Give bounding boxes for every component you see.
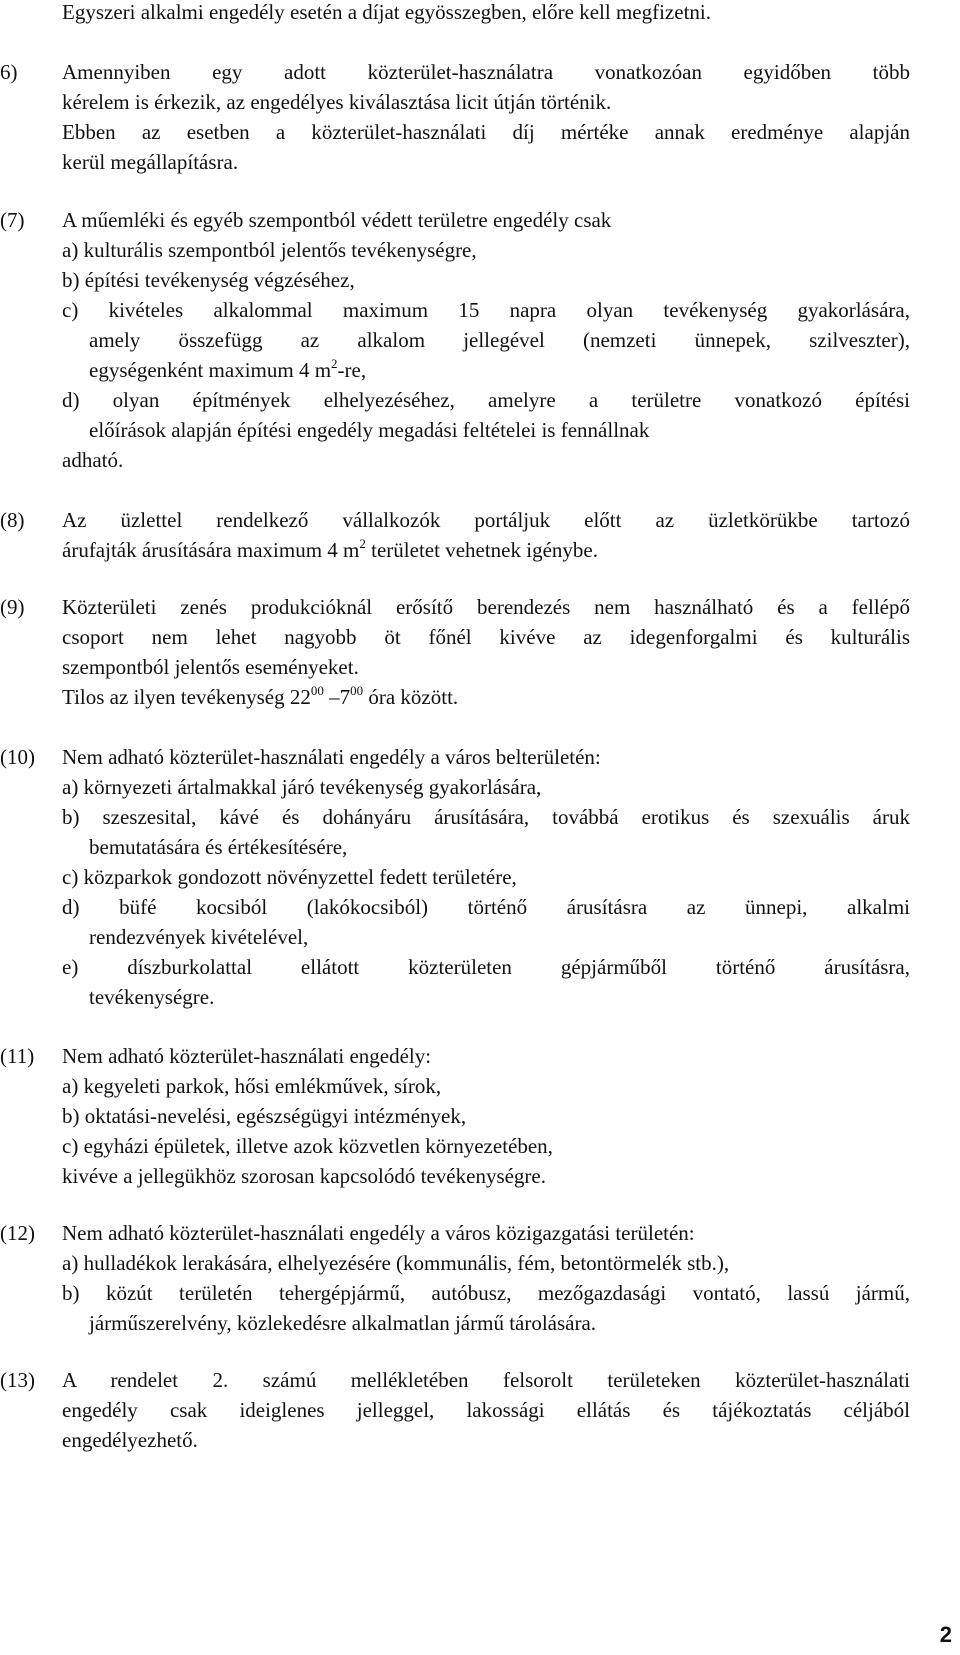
paragraph-7-line: adható. (62, 448, 124, 472)
paragraph-number-12: (12) (0, 1221, 35, 1245)
paragraph-7-item-continued: amely összefügg az alkalom jellegével (nemzeti ünnepek, szilveszter), (89, 328, 910, 352)
text-segment: árufajták árusítására maximum 4 m (62, 538, 360, 562)
paragraph-10-line: Nem adható közterület-használati engedély a város belterületén: (62, 745, 601, 769)
text-segment: –7 (323, 685, 351, 709)
paragraph-10-item: e) díszburkolattal ellátott közterületen gépjárműből történő árusításra, (62, 955, 910, 979)
superscript: 2 (359, 536, 366, 551)
paragraph-number-7: (7) (0, 208, 25, 232)
paragraph-13-line: engedély csak ideiglenes jelleggel, lakossági ellátás és tájékoztatás céljából (62, 1398, 910, 1422)
paragraph-number-8: (8) (0, 508, 25, 532)
text-segment: -re, (337, 358, 367, 382)
paragraph-8-line: Az üzlettel rendelkező vállalkozók portáljuk előtt az üzletkörükbe tartozó (62, 508, 910, 532)
paragraph-number-9: (9) (0, 595, 25, 619)
paragraph-7-line: A műemléki és egyéb szempontból védett területre engedély csak (62, 208, 612, 232)
paragraph-13-line: A rendelet 2. számú mellékletében felsorolt területeken közterület-használati (62, 1368, 910, 1392)
paragraph-6-line: kérelem is érkezik, az engedélyes kiválasztása licit útján történik. (62, 90, 612, 114)
paragraph-10-item-continued: bemutatására és értékesítésére, (89, 835, 348, 859)
paragraph-number-13: (13) (0, 1368, 35, 1392)
paragraph-5-end: Egyszeri alkalmi engedély esetén a díjat egyösszegben, előre kell megfizetni. (62, 0, 711, 24)
paragraph-number-6: 6) (0, 60, 18, 84)
superscript: 00 (350, 683, 364, 698)
paragraph-7-item-continued (89, 356, 367, 382)
paragraph-12-item: a) hulladékok lerakására, elhelyezésére (kommunális, fém, betontörmelék stb.), (62, 1251, 730, 1275)
text-segment: Tilos az ilyen tevékenység 22 (62, 685, 311, 709)
paragraph-10-item: c) közparkok gondozott növényzettel fedett területére, (62, 865, 517, 889)
paragraph-9-line: csoport nem lehet nagyobb öt főnél kivéve az idegenforgalmi és kulturális (62, 625, 910, 649)
paragraph-10-item: d) büfé kocsiból (lakókocsiból) történő árusításra az ünnepi, alkalmi (62, 895, 910, 919)
page-number: 2 (939, 1622, 952, 1647)
paragraph-7-item: d) olyan építmények elhelyezéséhez, amelyre a területre vonatkozó építési (62, 388, 910, 412)
paragraph-11-item: c) egyházi épületek, illetve azok közvetlen környezetében, (62, 1134, 553, 1158)
paragraph-12-item: b) közút területén tehergépjármű, autóbusz, mezőgazdasági vontató, lassú jármű, (62, 1281, 910, 1305)
text-segment: óra között. (363, 685, 459, 709)
paragraph-7-item: c) kivételes alkalommal maximum 15 napra olyan tevékenység gyakorlására, (62, 298, 910, 322)
paragraph-12-item-continued: járműszerelvény, közlekedésre alkalmatlan jármű tárolására. (89, 1311, 597, 1335)
paragraph-10-item: a) környezeti ártalmakkal járó tevékenység gyakorlására, (62, 775, 542, 799)
paragraph-6-line: kerül megállapításra. (62, 150, 239, 174)
paragraph-12-line: Nem adható közterület-használati engedély a város közigazgatási területén: (62, 1221, 695, 1245)
paragraph-7-item: a) kulturális szempontból jelentős tevékenységre, (62, 238, 477, 262)
paragraph-number-10: (10) (0, 745, 35, 769)
superscript: 2 (331, 356, 338, 371)
text-segment: egységenként maximum 4 m (89, 358, 332, 382)
paragraph-7-item: b) építési tevékenység végzéséhez, (62, 268, 355, 292)
paragraph-9-line: szempontból jelentős eseményeket. (62, 655, 359, 679)
paragraph-9-line: Közterületi zenés produkcióknál erősítő berendezés nem használható és a fellépő (62, 595, 910, 619)
paragraph-9-line (62, 683, 459, 709)
paragraph-10-item-continued: tevékenységre. (89, 985, 215, 1009)
paragraph-11-item: a) kegyeleti parkok, hősi emlékművek, sírok, (62, 1074, 442, 1098)
superscript: 00 (310, 683, 324, 698)
paragraph-number-11: (11) (0, 1044, 35, 1068)
paragraph-7-item-continued: előírások alapján építési engedély megadási feltételei is fennállnak (89, 418, 650, 442)
paragraph-11-line: kivéve a jellegükhöz szorosan kapcsolódó tevékenységre. (62, 1164, 546, 1188)
paragraph-6-line: Ebben az esetben a közterület-használati díj mértéke annak eredménye alapján (62, 120, 910, 144)
paragraph-10-item: b) szeszesital, kávé és dohányáru árusítására, továbbá erotikus és szexuális áruk (62, 805, 910, 829)
paragraph-6-line: Amennyiben egy adott közterület-használatra vonatkozóan egyidőben több (62, 60, 910, 84)
paragraph-11-line: Nem adható közterület-használati engedély: (62, 1044, 432, 1068)
paragraph-10-item-continued: rendezvények kivételével, (89, 925, 309, 949)
paragraph-8-line (62, 536, 598, 562)
paragraph-11-item: b) oktatási-nevelési, egészségügyi intézmények, (62, 1104, 467, 1128)
paragraph-13-line: engedélyezhető. (62, 1428, 198, 1452)
text-segment: területet vehetnek igénybe. (365, 538, 598, 562)
